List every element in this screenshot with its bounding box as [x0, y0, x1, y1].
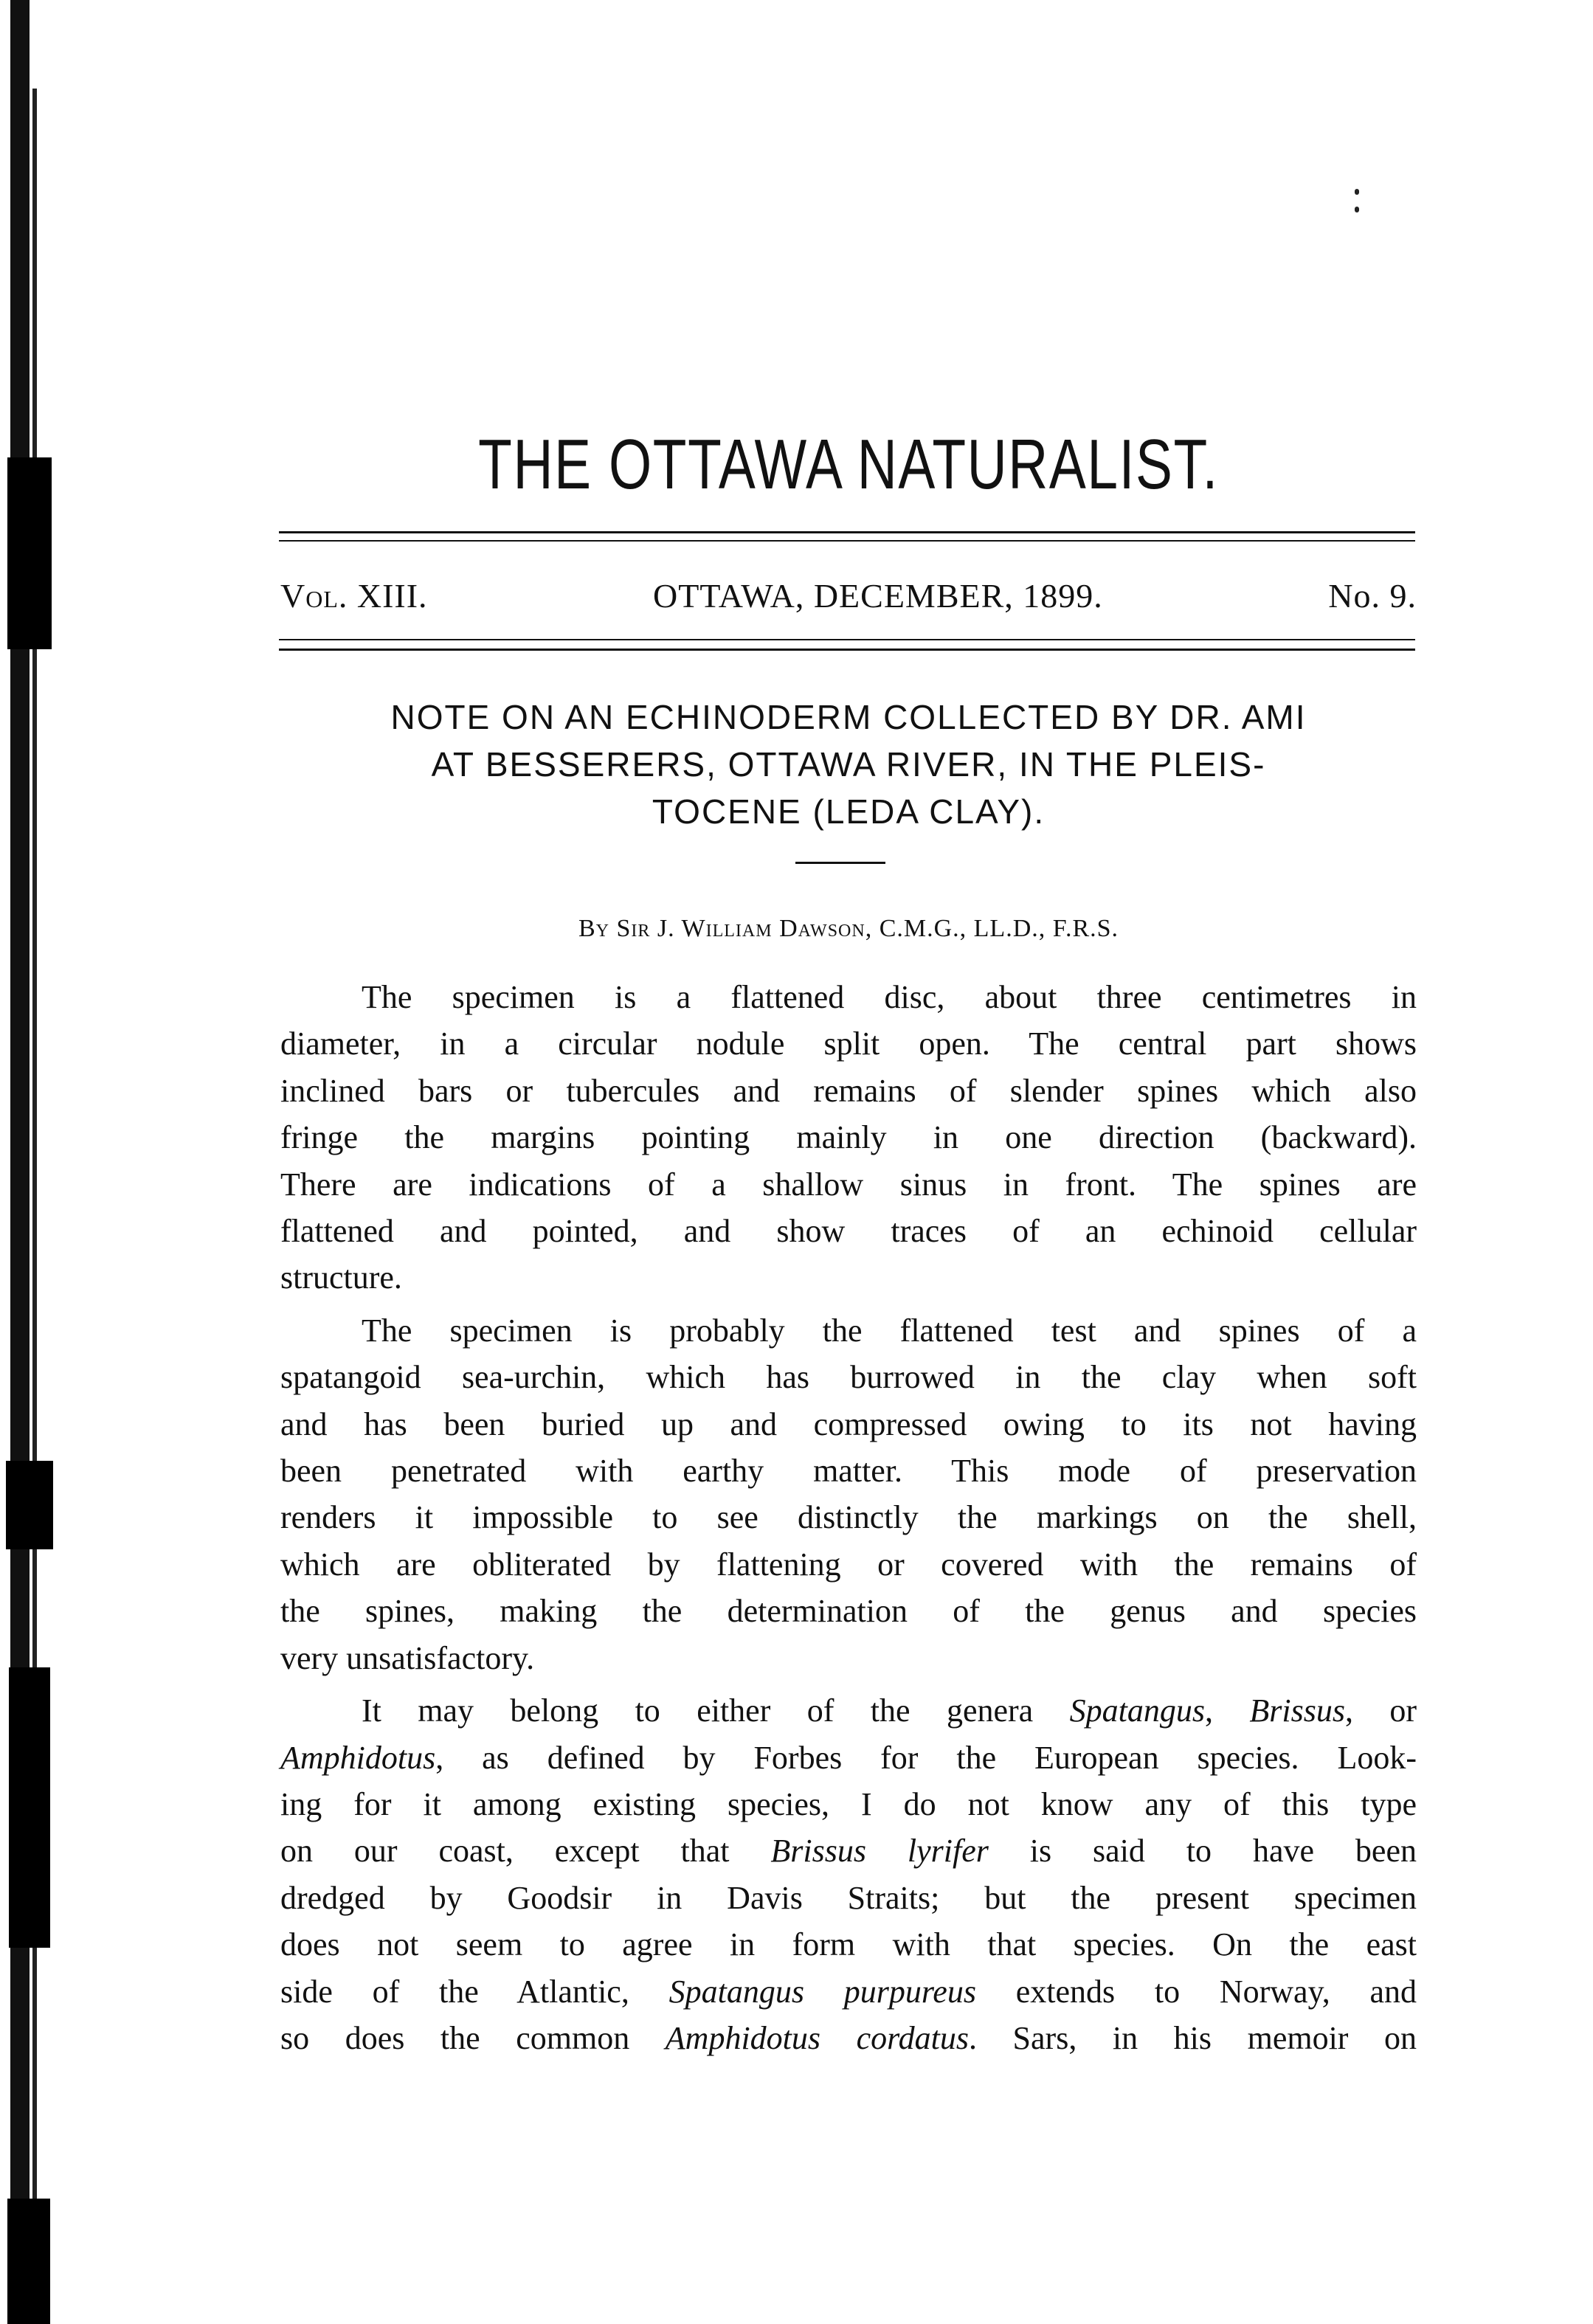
text-run: . Sars, in his memoir on — [968, 2019, 1417, 2056]
text-run: , — [1204, 1692, 1250, 1729]
text-line — [280, 1735, 1417, 1781]
paragraph — [280, 974, 1417, 1301]
article-title-line: TOCENE (LEDA CLAY). — [652, 792, 1046, 831]
text-line: spatangoid sea-urchin, which has burrowed in the clay when soft — [280, 1359, 1417, 1396]
paragraph — [280, 1687, 1417, 2061]
issue-number: No. 9. — [1328, 576, 1417, 615]
text-line: diameter, in a circular nodule split open. The central part shows — [280, 1026, 1417, 1062]
journal-masthead: THE OTTAWA NATURALIST. — [478, 425, 1219, 504]
binding-blot — [7, 2199, 50, 2324]
issue-line — [280, 570, 1417, 621]
text-run: , or — [1344, 1692, 1417, 1729]
text-run: so does the common — [280, 2019, 666, 2056]
volume-number: Vol. XIII. — [280, 576, 428, 615]
genus-name: Amphidotus — [280, 1739, 436, 1776]
text-line: inclined bars or tubercules and remains of slender spines which also — [280, 1072, 1417, 1109]
text-run: It may belong to either of the genera — [362, 1692, 1070, 1729]
article-byline: By Sir J. William Dawson, C.M.G., LL.D., F.R.S. — [578, 915, 1119, 942]
binding-blot — [6, 1461, 53, 1549]
text-line: been penetrated with earthy matter. This mode of preservation — [280, 1453, 1417, 1490]
masthead-rule-top — [279, 531, 1415, 542]
text-line: There are indications of a shallow sinus in front. The spines are — [280, 1166, 1417, 1203]
text-line: very unsatisfactory. — [280, 1639, 535, 1676]
text-run: extends to Norway, and — [975, 1973, 1417, 2010]
scanned-binding-edge — [0, 0, 89, 2324]
scan-speck — [1355, 207, 1359, 212]
text-line: structure. — [280, 1259, 402, 1296]
text-line — [280, 1687, 1417, 1734]
text-line — [280, 2015, 1417, 2061]
paragraph — [280, 1307, 1417, 1681]
masthead-rule-bottom — [279, 639, 1415, 651]
title-separator — [795, 862, 885, 864]
text-run: on our coast, except that — [280, 1833, 771, 1870]
text-line: The specimen is a flattened disc, about three centimetres in — [362, 979, 1417, 1015]
species-name: Amphidotus cordatus — [665, 2019, 969, 2056]
genus-name: Spatangus — [1069, 1692, 1205, 1729]
species-name: Brissus lyrifer — [770, 1833, 989, 1870]
scan-speck — [1355, 189, 1359, 195]
text-line: fringe the margins pointing mainly in one direction (backward). — [280, 1119, 1417, 1156]
text-run: side of the Atlantic, — [280, 1973, 669, 2010]
binding-blot — [9, 1667, 50, 1948]
text-run: is said to have been — [988, 1833, 1417, 1870]
text-line: dredged by Goodsir in Davis Straits; but the present specimen — [280, 1879, 1417, 1916]
text-line: flattened and pointed, and show traces of an echinoid cellular — [280, 1213, 1417, 1250]
article-title-line: NOTE ON AN ECHINODERM COLLECTED BY DR. AMI — [390, 698, 1307, 736]
article-title — [273, 694, 1424, 835]
text-line: does not seem to agree in form with that species. On the east — [280, 1926, 1417, 1963]
text-line: The specimen is probably the flattened test and spines of a — [362, 1312, 1417, 1349]
text-line: renders it impossible to see distinctly the markings on the shell, — [280, 1499, 1417, 1536]
text-line — [280, 1968, 1417, 2015]
text-line: which are obliterated by flattening or covered with the remains of — [280, 1546, 1417, 1583]
text-line: ing for it among existing species, I do not know any of this type — [280, 1785, 1417, 1822]
article-title-line: AT BESSERERS, OTTAWA RIVER, IN THE PLEIS- — [431, 745, 1266, 784]
binding-shadow — [10, 0, 30, 2324]
genus-name: Brissus — [1249, 1692, 1345, 1729]
binding-blot — [7, 457, 52, 649]
text-run: , as defined by Forbes for the European species. Look- — [435, 1739, 1417, 1776]
text-line: and has been buried up and compressed owing to its not having — [280, 1405, 1417, 1442]
text-line: the spines, making the determination of the genus and species — [280, 1593, 1417, 1630]
species-name: Spatangus purpureus — [668, 1973, 976, 2010]
article-body — [280, 974, 1417, 2061]
text-line — [280, 1827, 1417, 1874]
place-date: OTTAWA, DECEMBER, 1899. — [653, 576, 1103, 615]
